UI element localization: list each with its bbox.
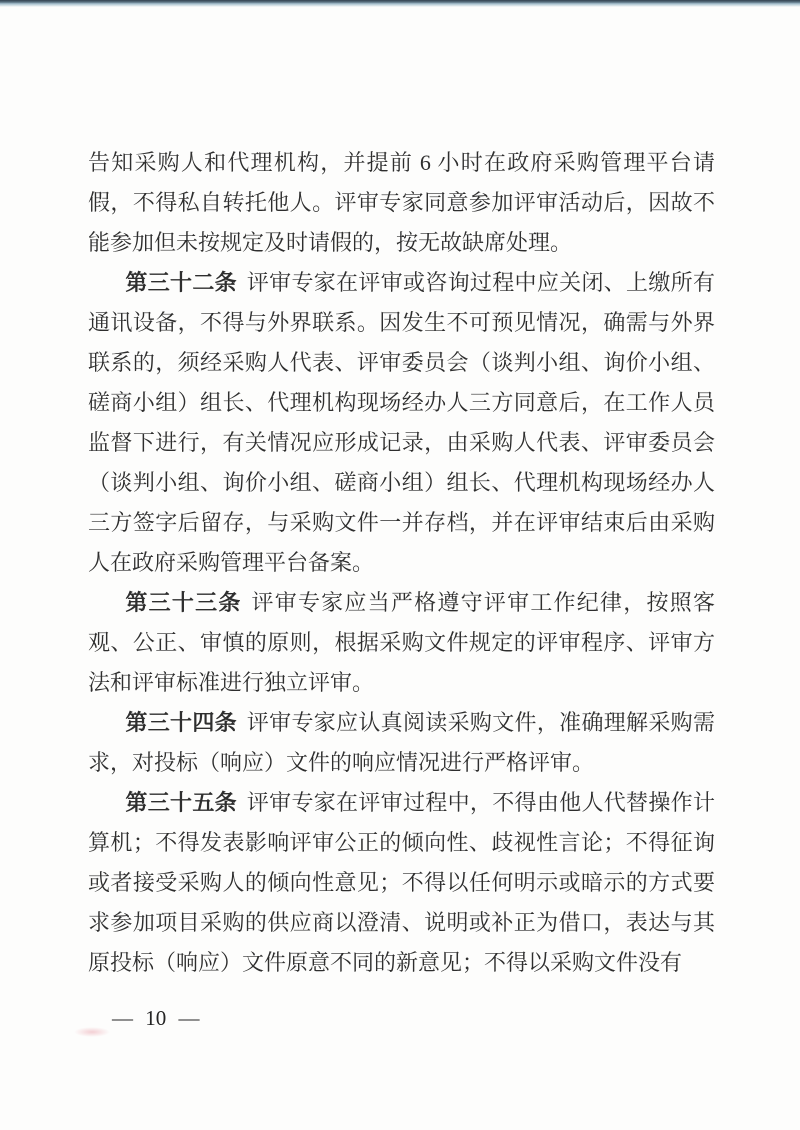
article-34 xyxy=(88,703,715,783)
page-number: — 10 — xyxy=(112,1006,200,1030)
paragraph-continuation-text: 告知采购人和代理机构，并提前 6 小时在政府采购管理平台请假，不得私自转托他人。评审专家同意参加评审活动后，因故不能参加但未按规定及时请假的，按无故缺席处理。 xyxy=(88,150,715,255)
article-33-text: 评审专家应当严格遵守评审工作纪律，按照客观、公正、审慎的原则，根据采购文件规定的评审程序、评审方法和评审标准进行独立评审。 xyxy=(88,590,715,695)
article-35-text: 评审专家在评审过程中，不得由他人代替操作计算机；不得发表影响评审公正的倾向性、歧视性言论；不得征询或者接受采购人的倾向性意见；不得以任何明示或暗示的方式要求参加项目采购的供应商以澄清、说明或补正为借口，表达与其原投标（响应）文件原意不同的新意见；不得以采购文件没有 xyxy=(88,790,715,975)
document-body xyxy=(88,143,715,983)
article-33-number: 第三十三条 xyxy=(125,590,242,615)
article-32-number: 第三十二条 xyxy=(125,270,237,295)
article-33 xyxy=(88,583,715,703)
article-35 xyxy=(88,783,715,983)
pink-smudge-artifact xyxy=(74,1027,110,1037)
article-32-text: 评审专家在评审或咨询过程中应关闭、上缴所有通讯设备，不得与外界联系。因发生不可预见情况，确需与外界联系的，须经采购人代表、评审委员会（谈判小组、询价小组、磋商小组）组长、代理机构现场经办人三方同意后，在工作人员监督下进行，有关情况应形成记录，由采购人代表、评审委员会（谈判小组、询价小组、磋商小组）组长、代理机构现场经办人三方签字后留存，与采购文件一并存档，并在评审结束后由采购人在政府采购管理平台备案。 xyxy=(88,270,715,575)
scan-edge-artifact xyxy=(0,0,800,7)
article-35-number: 第三十五条 xyxy=(125,790,237,815)
paragraph-continuation xyxy=(88,143,715,263)
article-32 xyxy=(88,263,715,583)
article-34-number: 第三十四条 xyxy=(125,710,237,735)
article-34-text: 评审专家应认真阅读采购文件，准确理解采购需求，对投标（响应）文件的响应情况进行严格评审。 xyxy=(88,710,715,775)
